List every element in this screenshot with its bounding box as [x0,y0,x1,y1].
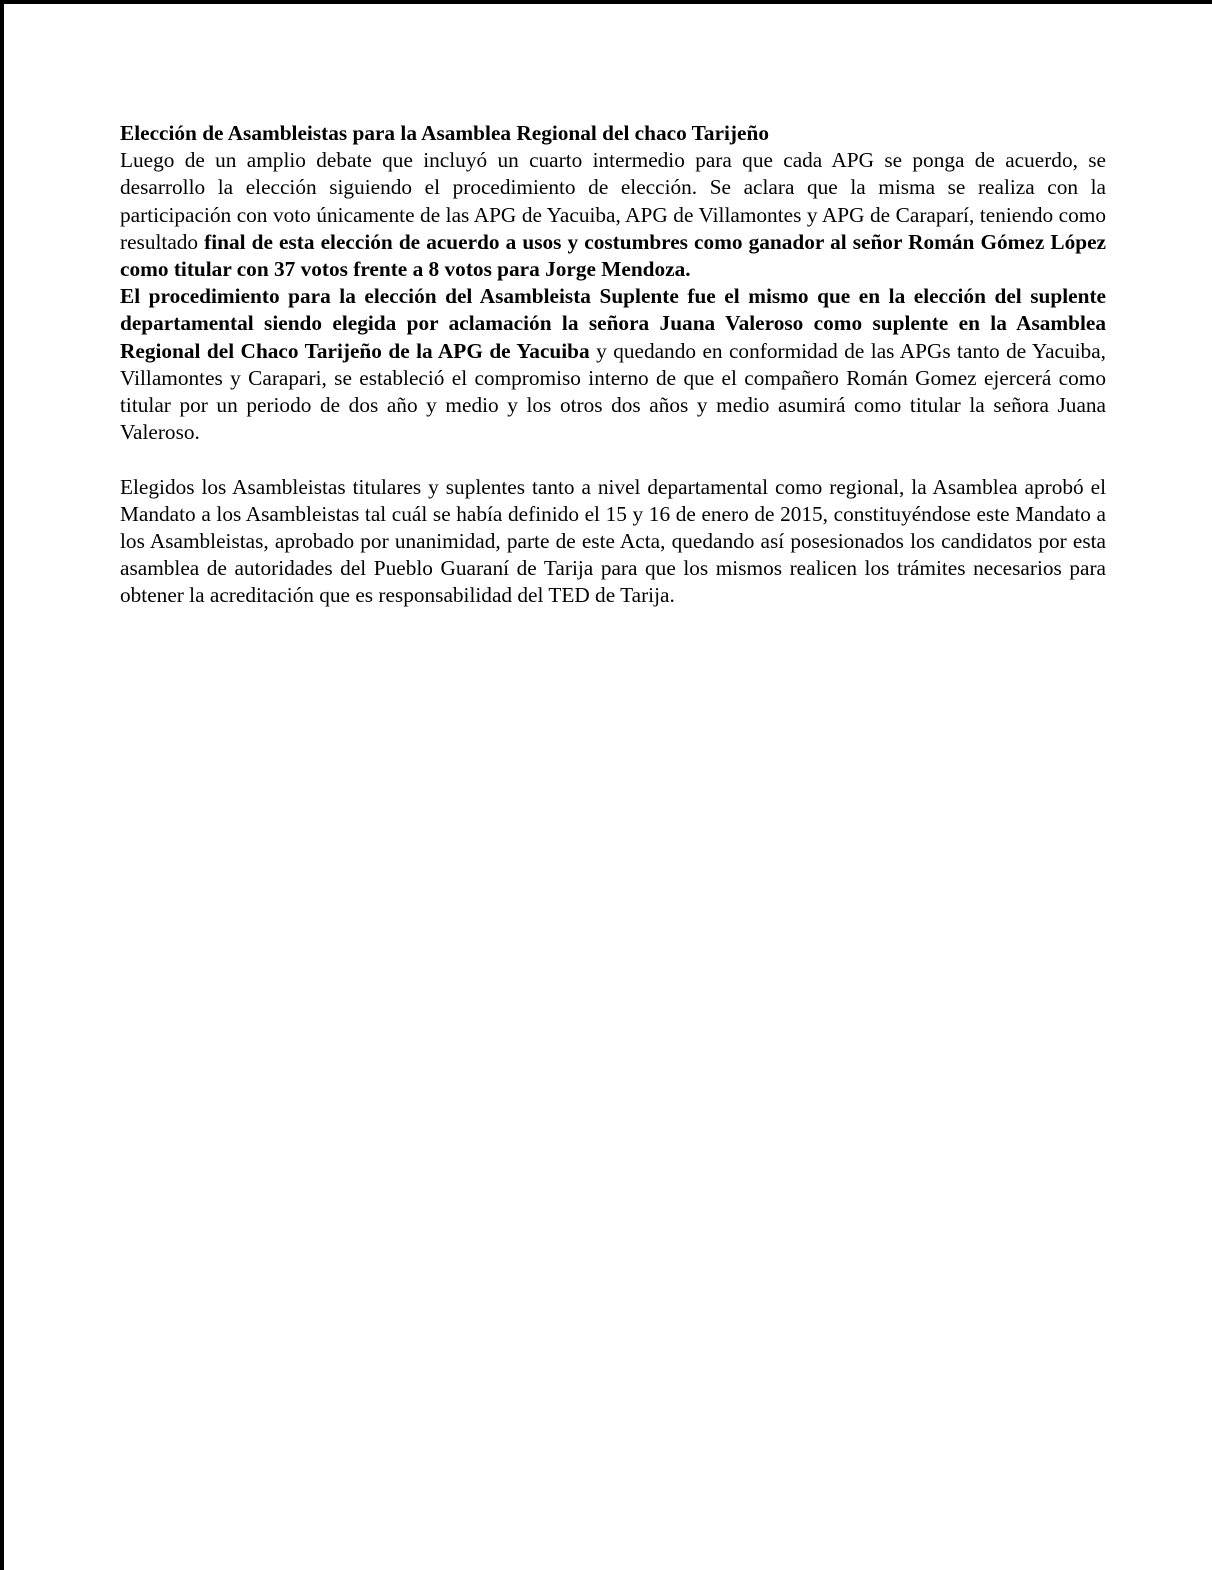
section-heading: Elección de Asambleistas para la Asamblea Regional del chaco Tarijeño [120,121,769,145]
paragraph-spacer [120,446,1106,473]
document-body [120,120,1106,610]
paragraph-text-suplente-bold: El procedimiento para la elección del Asambleista Suplente fue el mismo que en la elección del suplente departamental siendo elegida por aclamación la señora Juana Valeroso como suplente en la Asamblea Regional del Chaco Tarijeño de la APG de Yacuiba [120,284,1106,363]
paragraph-text-commitment: y quedando en conformidad de las APGs tanto de Yacuiba, Villamontes y Carapari, se estableció el compromiso interno de que el compañero Román Gomez ejercerá como titular por un periodo de dos año y medio y los otros dos años y medio asumirá como titular la señora Juana Valeroso. [120,338,1106,445]
mandate-paragraph: Elegidos los Asambleistas titulares y suplentes tanto a nivel departamental como regional, la Asamblea aprobó el Mandato a los Asambleistas tal cuál se había definido el 15 y 16 de enero de 2015, constituyéndose este Mandato a los Asambleistas, aprobado por unanimidad, parte de este Acta, quedando así posesionados los candidatos por esta asamblea de autoridades del Pueblo Guaraní de Tarija para que los mismos realicen los trámites necesarios para obtener la acreditación que es responsabilidad del TED de Tarija. [120,474,1106,608]
paragraph-text-intro: Luego de un amplio debate que incluyó un cuarto intermedio para que cada APG se ponga de acuerdo, se desarrollo la elección siguiendo el procedimiento de elección. Se aclara que la misma se realiza con la participación con voto únicamente de las APG de Yacuiba, APG de Villamontes y APG de Caraparí, teniendo como resultado [120,148,1106,254]
paragraph-text-result-bold: final de esta elección de acuerdo a usos y costumbres como ganador al señor Román Gómez López como titular con 37 votos frente a 8 votos para Jorge Mendoza. [120,229,1106,282]
election-result-paragraph [120,147,1106,446]
